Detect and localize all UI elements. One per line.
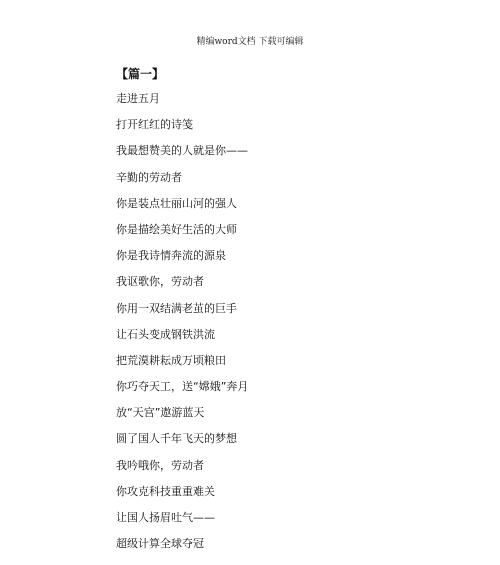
poem-line: 你攻克科技重重难关 — [116, 484, 215, 498]
poem-line: 我讴歌你，劳动者 — [116, 275, 204, 289]
poem-line: 放“天宫”遨游蓝天 — [116, 406, 205, 420]
poem-line: 打开红红的诗笺 — [116, 118, 193, 132]
poem-line: 把荒漠耕耘成万顷粮田 — [116, 353, 226, 367]
poem-line: 我吟哦你，劳动者 — [116, 458, 204, 472]
poem-lines — [116, 92, 456, 551]
poem-line: 走进五月 — [116, 92, 160, 105]
document-header: 精编word文档 下载可编辑 — [196, 37, 304, 47]
poem-line: 超级计算全球夺冠 — [116, 537, 204, 551]
section-title: 【篇一】 — [116, 67, 165, 81]
poem-line: 你巧夺天工，送“嫦娥”奔月 — [116, 380, 249, 394]
poem-line: 我最想赞美的人就是你—— — [116, 144, 248, 158]
poem-line: 你是我诗情奔流的源泉 — [116, 249, 226, 263]
poem-line: 辛勤的劳动者 — [116, 170, 182, 184]
poem-line: 你是描绘美好生活的大师 — [116, 222, 237, 236]
document-body — [116, 66, 456, 563]
poem-line: 你用一双结满老茧的巨手 — [116, 301, 237, 315]
poem-line: 让国人扬眉吐气—— — [116, 511, 215, 524]
poem-line: 圆了国人千年飞天的梦想 — [116, 432, 237, 446]
poem-line: 你是装点壮丽山河的强人 — [116, 196, 237, 210]
poem-line: 让石头变成钢铁洪流 — [116, 327, 215, 341]
